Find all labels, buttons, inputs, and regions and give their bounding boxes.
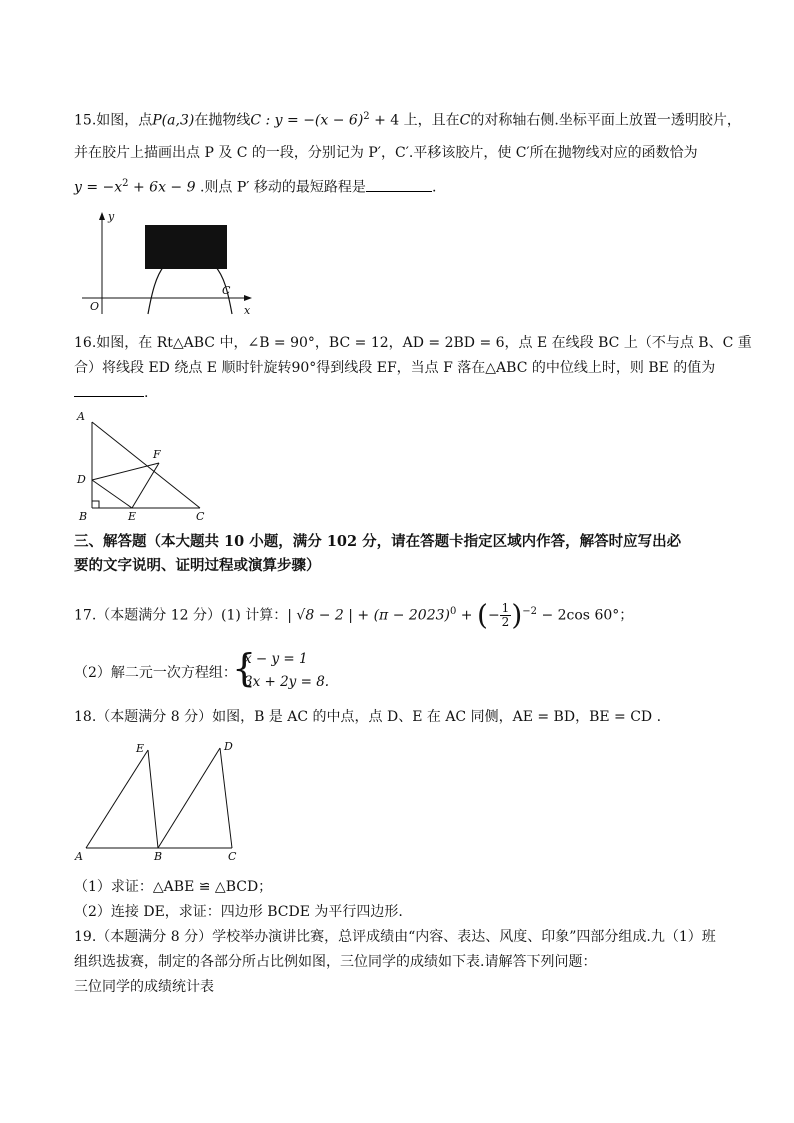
- answer-blank-16: [74, 384, 144, 397]
- fraction-one-half: $\frac{1}{2}$: [501, 601, 510, 630]
- q18-figure: [72, 736, 252, 864]
- answer-blank-15: [366, 178, 432, 192]
- q16-line-1: 16.如图，在 Rt△ABC 中，∠B = 90°，BC = 12，AD = 2BD = 6，点 E 在线段 BC 上（不与点 B、C 重: [74, 335, 752, 351]
- section-3-line-1: 三、解答题（本大题共 10 小题，满分 102 分，请在答题卡指定区域内作答，解答时应写出必: [74, 533, 682, 550]
- q15-figure: [78, 210, 258, 320]
- system-brace: {: [232, 646, 257, 690]
- label-e: E: [136, 742, 145, 755]
- q16-line-2: 合）将线段 ED 绕点 E 顺时针旋转90°得到线段 EF，当点 F 落在△ABC 的中位线上时，则 BE 的值为: [74, 360, 716, 376]
- q16-figure: [72, 408, 212, 524]
- q17-part-1: 17.（本题满分 12 分）(1) 计算：| √8 − 2 | + $(\pi - 2023)^0$ + (− $\frac{1}{2}$ )$^{-2}$ − 2cos 60°；: [74, 598, 634, 632]
- label-a: A: [75, 850, 83, 863]
- q15-line-3: $y = -x^2 + 6x - 9$ .则点 P′ 移动的最短路程是 .: [74, 178, 437, 196]
- segment-ae: [86, 750, 148, 848]
- segment-ef: [132, 463, 159, 508]
- transparent-film: [145, 225, 227, 269]
- label-d: D: [224, 740, 233, 753]
- q19-line-2: 组织选拔赛，制定的各部分所占比例如图，三位同学的成绩如下表.请解答下列问题：: [74, 954, 597, 970]
- q19-line-1: 19.（本题满分 8 分）学校举办演讲比赛，总评成绩由“内容、表达、风度、印象”四部分组成.九（1）班: [74, 929, 716, 945]
- segment-de: [92, 480, 132, 508]
- label-d: D: [77, 473, 86, 486]
- equation-system: [232, 648, 332, 694]
- segment-eb: [148, 750, 158, 848]
- segment-dc: [220, 748, 232, 848]
- label-x: x: [244, 304, 251, 317]
- section-3-heading: [74, 530, 724, 578]
- q18-line-1: 18.（本题满分 8 分）如图，B 是 AC 的中点，点 D、E 在 AC 同侧，AE = BD，BE = CD .: [74, 709, 662, 725]
- label-e: E: [128, 510, 137, 523]
- q19-table-caption: 三位同学的成绩统计表: [74, 979, 214, 995]
- label-origin: O: [90, 300, 100, 313]
- x-axis-arrow: [244, 295, 252, 301]
- q17-part-2-label: （2）解二元一次方程组：: [74, 665, 237, 681]
- right-angle-mark: [92, 501, 99, 508]
- equation-2: 3x + 2y = 8.: [244, 674, 330, 690]
- label-y: y: [108, 210, 115, 223]
- label-b: B: [154, 850, 163, 863]
- label-c: C: [222, 284, 231, 297]
- q16-line-3: .: [74, 384, 148, 402]
- q15-line-1: 15.如图，点P(a,3)在抛物线C : $y = -(x - 6)^2 + 4$ 上，且在C的对称轴右侧.坐标平面上放置一透明胶片，: [74, 111, 741, 129]
- parabola-left-arm: [148, 266, 164, 314]
- segment-df: [92, 463, 159, 480]
- q18-part-2: （2）连接 DE，求证：四边形 BCDE 为平行四边形.: [74, 904, 403, 920]
- label-c: C: [196, 510, 205, 523]
- segment-bd: [158, 748, 220, 848]
- label-b: B: [79, 510, 88, 523]
- segment-ac: [92, 422, 200, 508]
- label-c: C: [228, 850, 237, 863]
- label-f: F: [153, 448, 161, 461]
- y-axis-arrow: [99, 212, 105, 220]
- equation-1: x − y = 1: [244, 651, 308, 667]
- q18-part-1: （1）求证：△ABE ≌ △BCD；: [74, 879, 273, 895]
- section-3-line-2: 要的文字说明、证明过程或演算步骤）: [74, 557, 321, 574]
- q15-line-2: 并在胶片上描画出点 P 及 C 的一段，分别记为 P′，C′.平移该胶片，使 C′所在抛物线对应的函数恰为: [74, 145, 698, 161]
- label-a: A: [77, 410, 85, 423]
